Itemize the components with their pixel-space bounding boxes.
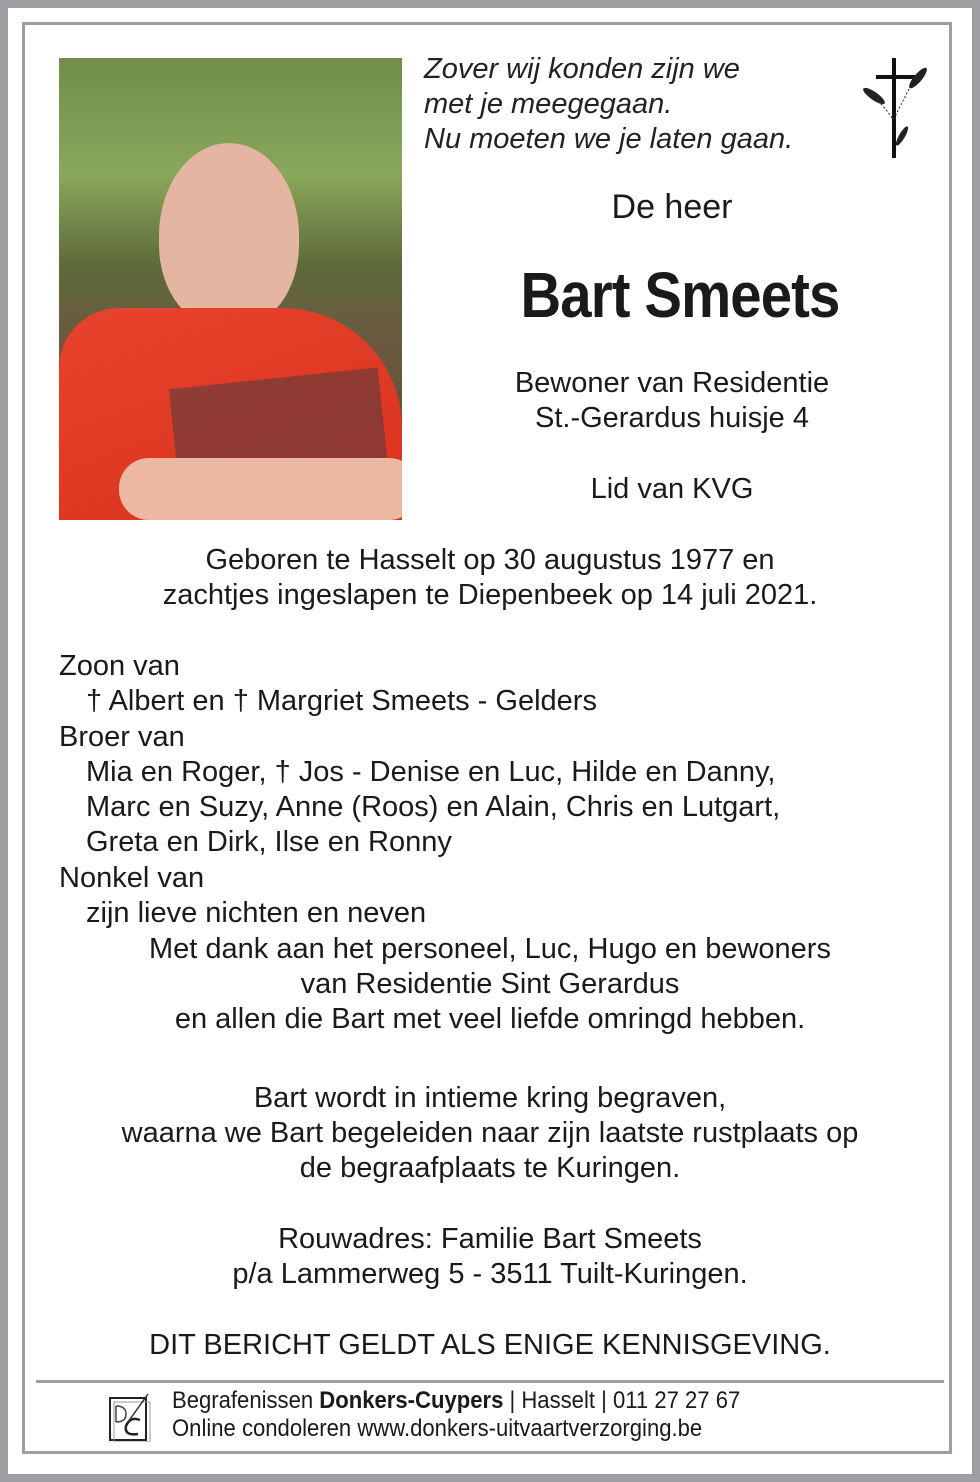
- address-line: Rouwadres: Familie Bart Smeets: [278, 1223, 702, 1255]
- poem: [424, 52, 793, 157]
- burial-info: [40, 1081, 940, 1186]
- phone-number: 011 27 27 67: [612, 1387, 741, 1414]
- thanks-line: van Residentie Sint Gerardus: [300, 968, 680, 1000]
- condolence-label: Online condoleren: [172, 1415, 358, 1442]
- burial-line: waarna we Bart begeleiden naar zijn laatste rustplaats op: [121, 1117, 859, 1149]
- footer-prefix: Begrafenissen: [172, 1387, 320, 1414]
- residence-line: Bewoner van Residentie: [514, 367, 830, 399]
- family-heading: Zoon van: [59, 650, 180, 682]
- family-line: Mia en Roger, † Jos - Denise en Luc, Hilde en Danny,: [86, 755, 776, 788]
- burial-line: de begraafplaats te Kuringen.: [299, 1152, 681, 1184]
- title-prefix: De heer: [611, 188, 733, 226]
- family-heading: Nonkel van: [59, 861, 205, 894]
- website-link[interactable]: www.donkers-uitvaartverzorging.be: [357, 1415, 703, 1442]
- residence-line: St.-Gerardus huisje 4: [534, 402, 809, 434]
- membership: Lid van KVG: [590, 473, 754, 505]
- address-line: p/a Lammerweg 5 - 3511 Tuilt-Kuringen.: [232, 1258, 748, 1290]
- footer-city: | Hasselt |: [503, 1387, 613, 1414]
- poem-line: Zover wij konden zijn we: [424, 53, 740, 85]
- condolence-line: [172, 1415, 740, 1443]
- thanks: [40, 932, 940, 1037]
- portrait-photo: [59, 58, 402, 520]
- family-heading: Broer van: [59, 720, 185, 753]
- thanks-line: en allen die Bart met veel liefde omringd hebben.: [174, 1003, 806, 1035]
- funeral-home-info: [172, 1387, 740, 1443]
- birth-death: [40, 543, 940, 613]
- family-line: † Albert en † Margriet Smeets - Gelders: [86, 685, 597, 718]
- cross-with-wheat-icon: [852, 58, 932, 160]
- birth-line: Geboren te Hasselt op 30 augustus 1977 en: [205, 544, 775, 576]
- deceased-name: Bart Smeets: [520, 259, 840, 331]
- family-line: Greta en Dirk, Ilse en Ronny: [86, 826, 452, 859]
- family-line: Marc en Suzy, Anne (Roos) en Alain, Chris en Lutgart,: [86, 791, 781, 824]
- funeral-home-line: [172, 1387, 740, 1415]
- poem-line: met je meegegaan.: [424, 88, 673, 120]
- footer-divider: [36, 1380, 944, 1383]
- notice: DIT BERICHT GELDT ALS ENIGE KENNISGEVING.: [149, 1329, 831, 1361]
- death-line: zachtjes ingeslapen te Diepenbeek op 14 juli 2021.: [162, 579, 818, 611]
- company-name: Donkers-Cuypers: [319, 1387, 504, 1414]
- burial-line: Bart wordt in intieme kring begraven,: [253, 1082, 727, 1114]
- poem-line: Nu moeten we je laten gaan.: [424, 123, 794, 155]
- mourning-address: [40, 1222, 940, 1292]
- thanks-line: Met dank aan het personeel, Luc, Hugo en bewoners: [149, 933, 831, 965]
- residence: [470, 366, 874, 436]
- family-list: [59, 649, 780, 931]
- family-line: zijn lieve nichten en neven: [86, 897, 427, 930]
- funeral-home-logo: [108, 1392, 152, 1442]
